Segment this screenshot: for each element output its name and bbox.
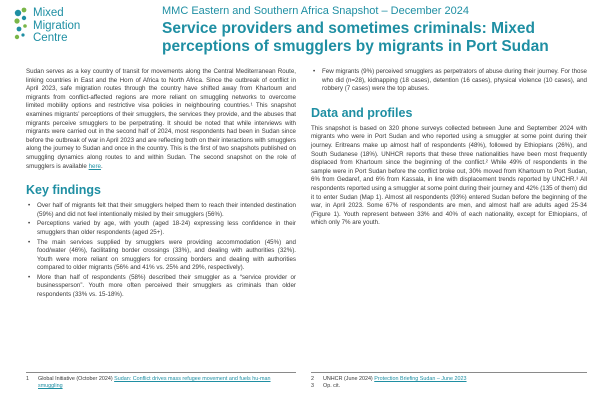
second-snapshot-link[interactable]: here <box>88 162 101 170</box>
list-item: • More than half of respondents (58%) described their smuggler as a “service provider or businessperson”. Youth more often perceived their smugglers as criminals than older respondents (33% vs. 15-18%). <box>26 274 296 300</box>
footnotes-left <box>26 372 296 398</box>
footnote <box>26 373 296 390</box>
page-title: Service providers and sometimes criminals: Mixed perceptions of smugglers by migrants in Port Sudan <box>162 20 549 55</box>
snapshot-supertitle: MMC Eastern and Southern Africa Snapshot – December 2024 <box>162 5 469 17</box>
footnote-number: 1 <box>26 376 29 382</box>
intro-text: Sudan serves as a key country of transit for movements along the Central Mediterranean Route, linking countries in East and the Horn of Africa to North Africa. Since the outbreak of conflict in April 2023, safe migration routes through the country have shifted away from Khartoum and migrants from conflict-affected regions are more reliant on smuggling networks to overcome limited mobility options and restrictive visa policies in neighbouring countries.¹ This snapshot examines migrants’ perceptions of their smugglers, the services they provide, and the abuses that migrants perceive smugglers to be perpetrating. It should be noted that while interviews with migrants were carried out in the second half of 2024, most respondents had been in Sudan since before the outbreak of war in April 2023 and are reflecting both on their interactions with smugglers along the journey to Sudan and once in the country. This is the first of two snapshots published on smuggling dynamics along routes to and within Sudan. The second snapshot on the role of smugglers is available <box>26 68 296 170</box>
logo <box>12 6 122 48</box>
footnote <box>311 373 587 383</box>
data-profiles-paragraph: This snapshot is based on 320 phone surveys collected between June and September 2024 with migrants who were in Port Sudan and who reported using a smuggler at some point during their journey. Eritreans make up almost half of respondents (48%), followed by Ethiopians (26%), and South Sudanese (18%). UNHCR reports that these three nationalities have been most frequently displaced from Khartoum since the beginning of the conflict.² While 49% of respondents in the sample were in Port Sudan before the conflict broke out, 30% moved from Khartoum to Port Sudan, 6% from Gedaref, and 6% from Kassala, in line with displacement trends reported by UNCHR.³ All respondents reported using a smuggler at some point during their journey and 42% (135 of them) did it to enter Sudan (Map 1). Almost all respondents (93%) entered Sudan before the beginning of the war, in April 2023. Some 67% of respondents are men, and almost half are adults aged 25-34 (Figure 1). Youth represent between 33% and 40% of each nationality, except for Ethiopians, of which only 7% are youth. <box>311 124 587 227</box>
footnote-link[interactable]: Sudan: Conflict drives mass refugee movement and fuels hu-man smuggling <box>38 376 271 389</box>
footnote-number: 2 <box>311 376 314 382</box>
logo-line-1: Mixed <box>33 7 64 19</box>
logo-mark-icon <box>12 6 34 48</box>
list-item: • Few migrants (9%) perceived smugglers as perpetrators of abuse during their journey. For those who did (n=28), kidnapping (18 cases), detention (16 cases), physical violence (10 cases), and robbery (7 cases) were the top abuses. <box>311 68 587 94</box>
footnote-source: UNHCR (June 2024) <box>323 376 375 382</box>
logo-wordmark <box>33 7 80 45</box>
list-item: • The main services supplied by smugglers were providing accommodation (45%) and food/water (46%), facilitating border crossings (33%), and dealing with authorities (32%). Youth were more reliant on smugglers for crossing borders and dealing with authorities compared to older migrants (56% and 41% vs. 25% and 29%, respectively). <box>26 239 296 273</box>
footnotes-right <box>311 372 587 398</box>
footnote-text <box>38 376 296 390</box>
intro-paragraph <box>26 68 296 171</box>
key-findings-list-continued <box>311 68 587 94</box>
key-findings-list <box>26 202 296 300</box>
key-findings-heading: Key findings <box>26 183 102 198</box>
intro-text-end: . <box>100 162 103 170</box>
right-column <box>311 68 587 228</box>
footnote-link[interactable]: Protection Briefing Sudan – June 2023 <box>374 376 467 382</box>
footnote-number: 3 <box>311 383 314 389</box>
footnote-text <box>323 376 467 383</box>
left-column <box>26 68 296 301</box>
logo-line-3: Centre <box>33 32 68 44</box>
list-item: • Over half of migrants felt that their smugglers helped them to reach their intended destination (59%) and did not feel intentionally misled by their smugglers (56%). <box>26 202 296 219</box>
footnote <box>311 383 587 390</box>
list-item: • Perceptions varied by age, with youth (aged 18-24) expressing less confidence in their smugglers than older respondents (aged 25+). <box>26 220 296 237</box>
footnote-source: Global Initiative (October 2024) <box>38 376 115 382</box>
data-profiles-heading: Data and profiles <box>311 105 413 120</box>
logo-line-2: Migration <box>33 19 81 32</box>
footnote-text: Op. cit. <box>323 383 341 389</box>
